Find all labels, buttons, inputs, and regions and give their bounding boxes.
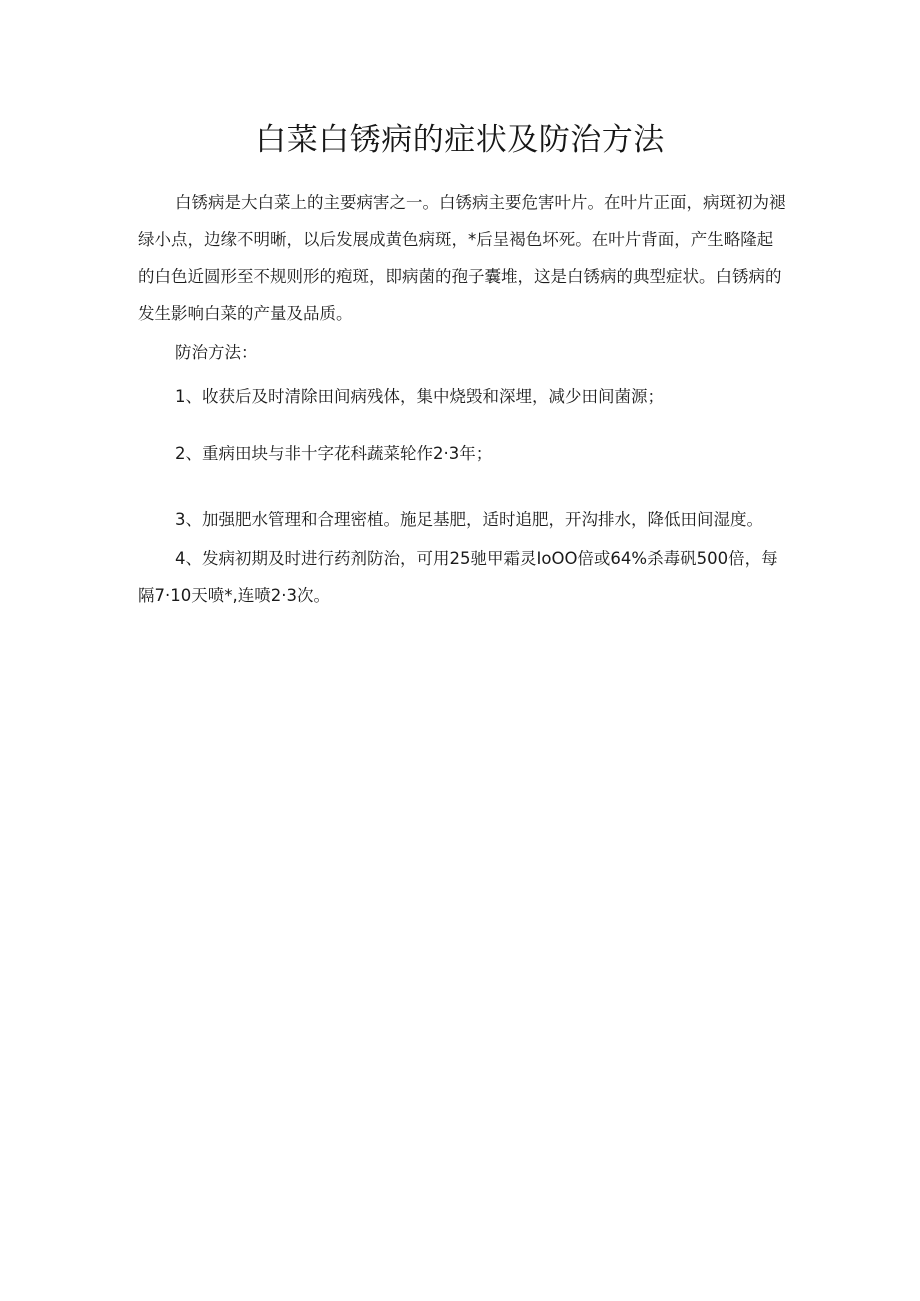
method-item-3: 3、加强肥水管理和合理密植。施足基肥，适时追肥，开沟排水，降低田间湿度。 xyxy=(175,510,763,529)
methods-heading: 防治方法： xyxy=(175,343,258,362)
document-title: 白菜白锈病的症状及防治方法 xyxy=(255,122,665,158)
intro-paragraph: 白锈病是大白菜上的主要病害之一。白锈病主要危害叶片。在叶片正面，病斑初为褪绿小点，边缘不明晰，以后发展成黄色病斑，*后呈褐色坏死。在叶片背面，产生略隆起的白色近圆形至不规则形的疱斑，即病菌的孢子囊堆，这是白锈病的典型症状。白锈病的发生影响白菜的产量及品质。 xyxy=(138,193,786,323)
method-item-2: 2、重病田块与非十字花科蔬菜轮作2·3年； xyxy=(175,444,493,463)
method-item-4: 4、发病初期及时进行药剂防治，可用25驰甲霜灵IoOO倍或64%杀毒矾500倍，每隔7·10天喷*,连喷2·3次。 xyxy=(138,549,778,605)
method-item-1: 1、收获后及时清除田间病残体，集中烧毁和深埋，减少田间菌源； xyxy=(175,387,664,406)
